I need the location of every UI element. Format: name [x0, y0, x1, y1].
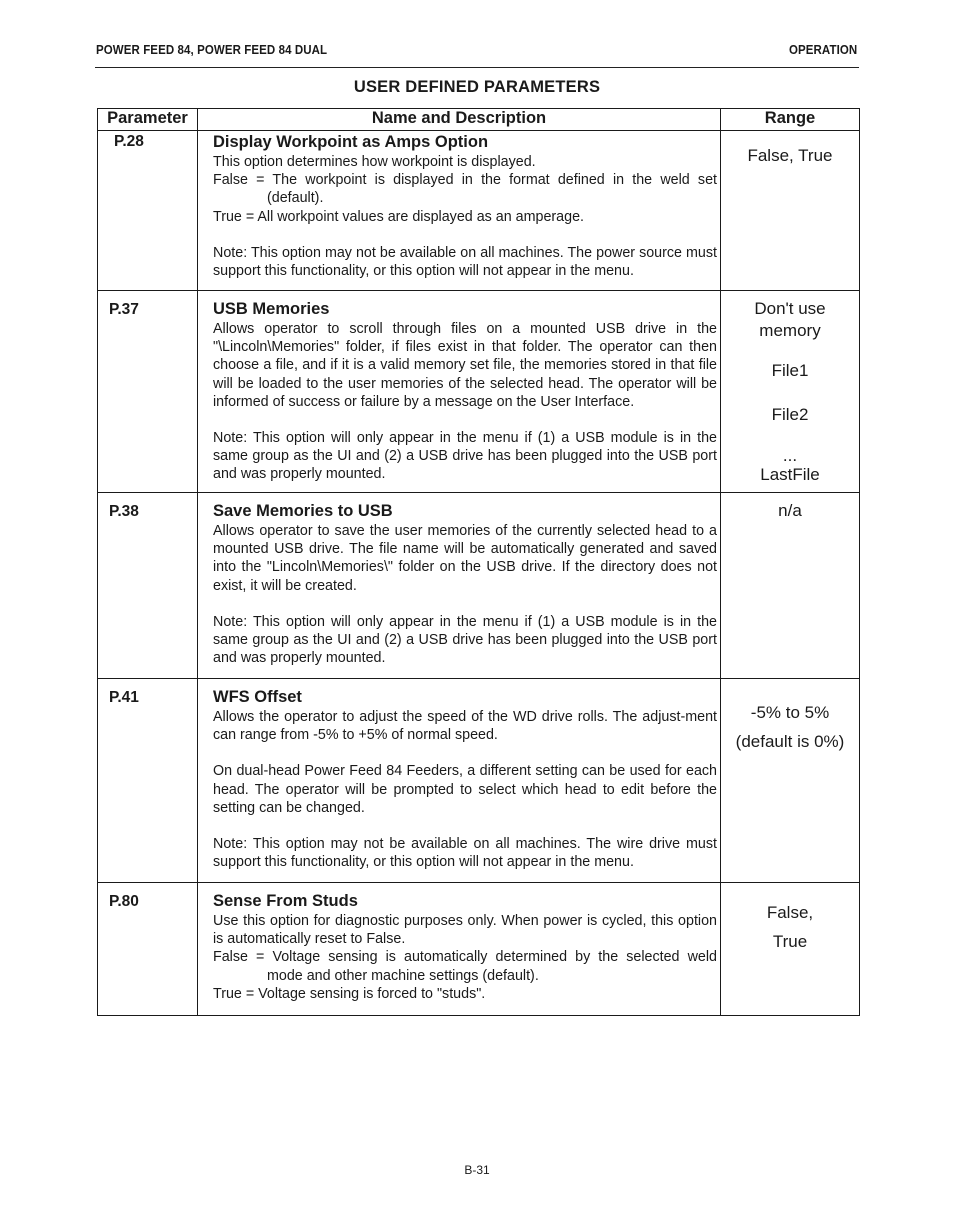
description-text: False = Voltage sensing is automatically determined by the selected weld: [213, 949, 717, 966]
parameter-range: [721, 679, 860, 883]
range-value: n/a: [778, 501, 802, 520]
parameter-description: [198, 883, 721, 1016]
description-text: Allows the operator to adjust the speed of the WD drive rolls. The adjust-ment can range from -5% to +5% of normal speed.: [213, 709, 717, 744]
table-row: [98, 883, 860, 1016]
column-header-range: Range: [721, 109, 860, 131]
description-text: Allows operator to scroll through files on a mounted USB drive in the "\Lincoln\Memories" folder, if files exist in that folder. The operator can then choose a file, and if it is a valid memory set file, the memories stored in that file will be loaded to the user memories of the selected head. The operator will be informed of success or failure by a message on the User Interface.: [213, 321, 717, 410]
range-value: False, True: [747, 146, 833, 165]
description-text: (default).: [267, 190, 324, 207]
description-note: Note: This option will only appear in the menu if (1) a USB module is in the same group as the UI and (2) a USB drive has been plugged into the USB port and was properly mounted.: [213, 613, 717, 667]
range-value: LastFile: [760, 465, 820, 484]
table-row: [98, 131, 860, 291]
range-value: True: [772, 932, 808, 951]
parameter-range: [721, 291, 860, 493]
parameter-id: P.28: [98, 131, 198, 291]
parameter-description: [198, 679, 721, 883]
table-header-row: [98, 109, 860, 131]
range-value: False,: [766, 903, 814, 922]
column-header-parameter: Parameter: [98, 109, 198, 131]
parameter-name: USB Memories: [213, 300, 330, 318]
description-text: Use this option for diagnostic purposes only. When power is cycled, this option is automatically reset to False.: [213, 913, 717, 948]
header-rule: [95, 67, 859, 68]
description-note: Note: This option may not be available on all machines. The wire drive must support this functionality, or this option will not appear in the menu.: [213, 836, 717, 871]
parameter-name: Save Memories to USB: [213, 502, 393, 520]
description-note: Note: This option may not be available on all machines. The power source must support this functionality, or this option will not appear in the menu.: [213, 244, 717, 280]
table-row: [98, 493, 860, 679]
page-title: USER DEFINED PARAMETERS: [353, 78, 601, 96]
table-row: [98, 291, 860, 493]
parameters-table: [97, 108, 860, 1016]
description-text: False = The workpoint is displayed in the format defined in the weld set: [213, 172, 717, 189]
parameter-id: P.37: [98, 291, 198, 493]
parameter-name: Display Workpoint as Amps Option: [213, 133, 489, 151]
description-text: True = All workpoint values are displayed as an amperage.: [213, 208, 584, 225]
parameter-range: [721, 883, 860, 1016]
description-note: Note: This option will only appear in the menu if (1) a USB module is in the same group as the UI and (2) a USB drive has been plugged into the USB port and was properly mounted.: [213, 430, 717, 483]
range-value: File1: [771, 361, 809, 380]
header-document-title: POWER FEED 84, POWER FEED 84 DUAL: [96, 43, 328, 57]
range-value: ...: [782, 446, 798, 465]
parameter-name: WFS Offset: [213, 688, 302, 706]
range-value: Don't use: [754, 299, 826, 318]
parameter-range: [721, 131, 860, 291]
description-text: Allows operator to save the user memories of the currently selected head to a mounted USB drive. The file name will be automatically generated and saved into the "Lincoln\Memories\" folder on the USB drive. If the directory does not exist, it will be created.: [213, 523, 717, 594]
range-value: File2: [771, 405, 809, 424]
description-text: mode and other machine settings (default).: [267, 967, 539, 984]
page-number: B-31: [464, 1163, 490, 1177]
parameter-description: [198, 291, 721, 493]
table-row: [98, 679, 860, 883]
range-value: (default is 0%): [735, 732, 845, 751]
parameter-id: P.38: [98, 493, 198, 679]
header-section-title: OPERATION: [788, 43, 857, 57]
parameter-description: [198, 493, 721, 679]
parameter-description: [198, 131, 721, 291]
description-text: True = Voltage sensing is forced to "studs".: [213, 985, 486, 1002]
parameter-id: P.41: [98, 679, 198, 883]
range-value: memory: [759, 321, 821, 340]
parameter-name: Sense From Studs: [213, 892, 358, 910]
column-header-name: Name and Description: [198, 109, 721, 131]
description-text: This option determines how workpoint is displayed.: [213, 154, 536, 170]
description-text: On dual-head Power Feed 84 Feeders, a different setting can be used for each head. The operator will be prompted to select which head to edit before the setting can be changed.: [213, 763, 717, 816]
parameter-id: P.80: [98, 883, 198, 1016]
parameter-range: [721, 493, 860, 679]
range-value: -5% to 5%: [750, 703, 830, 722]
